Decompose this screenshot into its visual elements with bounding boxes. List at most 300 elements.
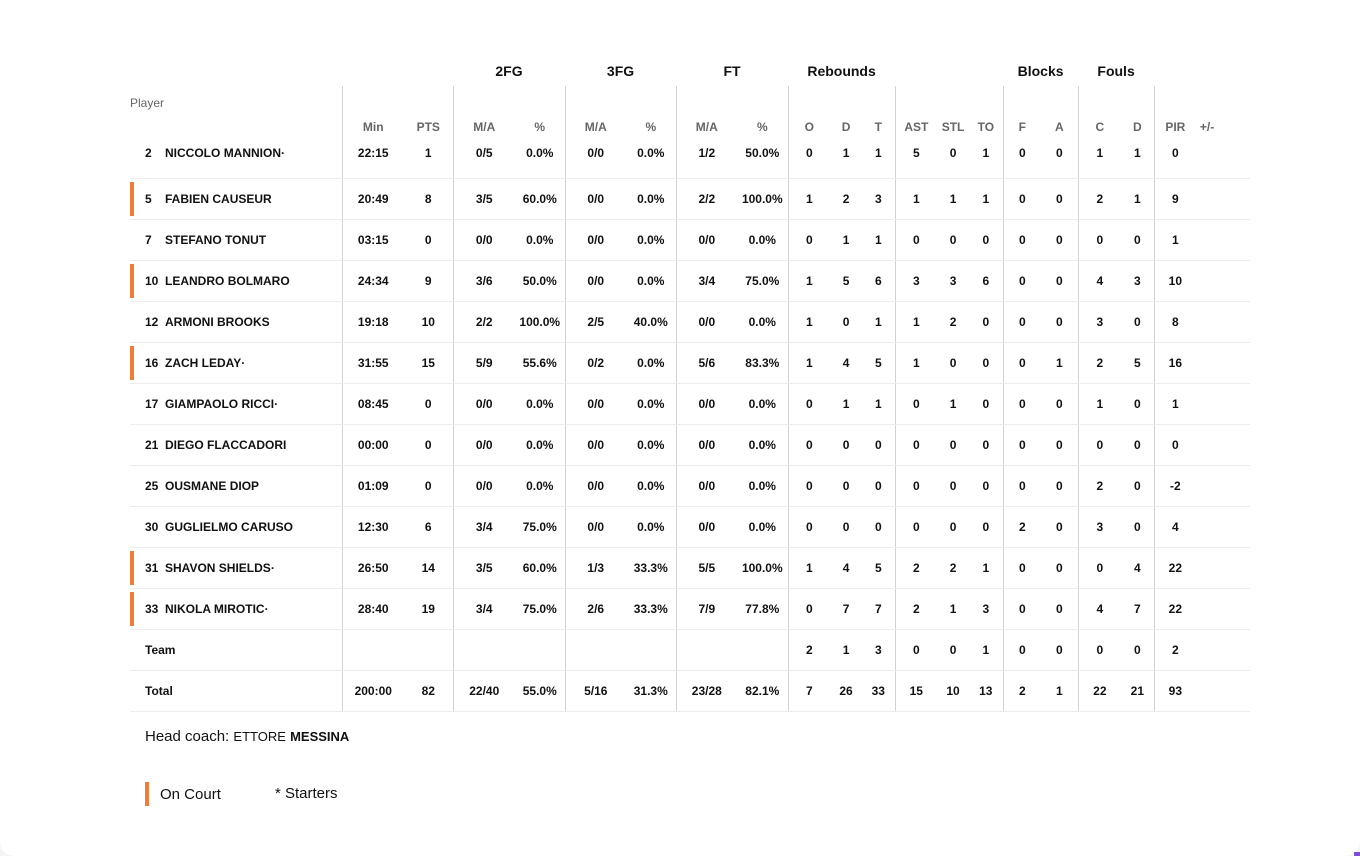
stat-pm — [1196, 302, 1218, 343]
group-blocks: Blocks — [1017, 63, 1064, 79]
stat-ft-pct: 0.0% — [737, 384, 788, 425]
stat-pm — [1196, 425, 1218, 466]
stat-blk-a: 0 — [1041, 261, 1078, 302]
stat-to: 0 — [969, 302, 1003, 343]
stat-blk-a: 0 — [1041, 548, 1078, 589]
stat-ast: 1 — [895, 343, 937, 384]
player-number: 30 — [145, 520, 159, 534]
stat-reb-t: 0 — [862, 425, 895, 466]
stat-pts: 0 — [404, 220, 453, 261]
stat-to: 0 — [969, 425, 1003, 466]
stat-blk-a: 0 — [1041, 466, 1078, 507]
stat-fg2-pct: 50.0% — [515, 261, 565, 302]
stat-pir: 4 — [1154, 507, 1196, 548]
spacer-cell — [1218, 179, 1250, 220]
player-last-name[interactable]: FLACCADORI — [207, 438, 287, 452]
stat-foul-c: 0 — [1078, 425, 1121, 466]
stat-pts: 1 — [404, 140, 453, 179]
player-number: 2 — [145, 146, 152, 160]
stat-fg3-ma: 0/0 — [565, 507, 626, 548]
stat-min — [342, 630, 404, 671]
player-cell[interactable] — [130, 261, 342, 302]
col-header-reb-d[interactable]: D — [841, 120, 851, 134]
stat-reb-t: 0 — [862, 466, 895, 507]
col-header-pts[interactable]: PTS — [416, 120, 440, 134]
starter-mark: · — [241, 356, 246, 370]
stat-fg3-pct: 0.0% — [626, 179, 676, 220]
stat-reb-t: 5 — [862, 548, 895, 589]
player-cell[interactable] — [130, 140, 342, 179]
stat-min: 200:00 — [342, 671, 404, 712]
player-last-name[interactable]: MANNION — [223, 146, 282, 160]
stat-fg3-pct: 0.0% — [626, 466, 676, 507]
stat-reb-t: 1 — [862, 220, 895, 261]
col-header-reb-t[interactable]: T — [874, 120, 882, 134]
stat-pts: 9 — [404, 261, 453, 302]
spacer-cell — [1218, 140, 1250, 179]
stat-foul-d: 21 — [1121, 671, 1154, 712]
stat-blk-f: 0 — [1003, 140, 1041, 179]
player-cell[interactable] — [130, 507, 342, 548]
stat-blk-f: 0 — [1003, 302, 1041, 343]
stat-reb-o: 1 — [788, 261, 830, 302]
stat-fg2-pct — [515, 630, 565, 671]
col-header-3fg-ma[interactable]: M/A — [565, 86, 626, 140]
stat-pir: 16 — [1154, 343, 1196, 384]
stat-fg3-ma: 0/0 — [565, 425, 626, 466]
stat-ft-ma: 5/5 — [676, 548, 737, 589]
stat-fg3-ma: 5/16 — [565, 671, 626, 712]
stat-blk-a: 0 — [1041, 384, 1078, 425]
col-header-ast[interactable]: AST — [895, 86, 937, 140]
stat-fg2-pct: 60.0% — [515, 548, 565, 589]
stat-reb-o: 7 — [788, 671, 830, 712]
stat-foul-c: 3 — [1078, 302, 1121, 343]
table-row[interactable] — [130, 384, 1250, 425]
stat-ft-pct: 0.0% — [737, 425, 788, 466]
stat-foul-d: 0 — [1121, 425, 1154, 466]
stat-fg3-pct: 0.0% — [626, 343, 676, 384]
stat-fg2-pct: 60.0% — [515, 179, 565, 220]
stat-reb-o: 0 — [788, 220, 830, 261]
stat-stl: 3 — [937, 261, 969, 302]
stat-foul-d: 1 — [1121, 179, 1154, 220]
stat-reb-o: 0 — [788, 140, 830, 179]
stat-reb-o: 0 — [788, 466, 830, 507]
stat-blk-f: 0 — [1003, 548, 1041, 589]
stat-fg2-pct: 0.0% — [515, 425, 565, 466]
stat-fg3-pct: 0.0% — [626, 425, 676, 466]
stat-ft-pct: 0.0% — [737, 466, 788, 507]
starter-mark: · — [281, 146, 286, 160]
player-cell[interactable] — [130, 343, 342, 384]
stat-pts: 14 — [404, 548, 453, 589]
stat-to: 1 — [969, 630, 1003, 671]
player-last-name[interactable]: BROOKS — [217, 315, 270, 329]
table-row[interactable] — [130, 507, 1250, 548]
player-first-name: ARMONI — [165, 315, 214, 329]
stat-ast: 2 — [895, 548, 937, 589]
stat-ft-ma: 0/0 — [676, 384, 737, 425]
stat-ft-ma — [676, 630, 737, 671]
stat-ft-ma: 0/0 — [676, 302, 737, 343]
table-row[interactable] — [130, 302, 1250, 343]
stat-pir: 93 — [1154, 671, 1196, 712]
stat-stl: 0 — [937, 425, 969, 466]
stat-fg3-ma: 2/5 — [565, 302, 626, 343]
stat-to: 0 — [969, 466, 1003, 507]
player-number: 17 — [145, 397, 159, 411]
col-header-stl[interactable]: STL — [941, 120, 965, 134]
spacer-cell — [1218, 384, 1250, 425]
stat-foul-d: 1 — [1121, 140, 1154, 179]
stat-min: 03:15 — [342, 220, 404, 261]
spacer-cell — [1218, 466, 1250, 507]
stat-blk-f: 0 — [1003, 220, 1041, 261]
stat-pm — [1196, 261, 1218, 302]
col-header-min[interactable]: Min — [342, 86, 404, 140]
spacer-cell — [1218, 548, 1250, 589]
stat-reb-t: 6 — [862, 261, 895, 302]
stat-min: 08:45 — [342, 384, 404, 425]
stat-pm — [1196, 140, 1218, 179]
stat-to: 3 — [969, 589, 1003, 630]
stat-ft-pct: 82.1% — [737, 671, 788, 712]
stat-ft-pct: 100.0% — [737, 548, 788, 589]
spacer-cell — [1218, 630, 1250, 671]
col-header-blk-f[interactable]: F — [1003, 86, 1041, 140]
stat-fg3-pct: 0.0% — [626, 384, 676, 425]
stat-reb-d: 1 — [830, 220, 862, 261]
player-cell[interactable] — [130, 548, 342, 589]
player-number: 10 — [145, 274, 159, 288]
stat-reb-o: 2 — [788, 630, 830, 671]
stat-foul-d: 0 — [1121, 302, 1154, 343]
stat-reb-t: 3 — [862, 179, 895, 220]
stat-reb-t: 7 — [862, 589, 895, 630]
on-court-swatch — [145, 782, 149, 806]
group-header-row — [130, 56, 1250, 86]
window-corner — [1354, 852, 1360, 856]
player-cell[interactable] — [130, 384, 342, 425]
stat-pts: 19 — [404, 589, 453, 630]
stat-foul-c: 4 — [1078, 589, 1121, 630]
col-header-plus-minus[interactable]: +/- — [1199, 120, 1215, 134]
stat-pir: 22 — [1154, 589, 1196, 630]
stat-foul-c: 3 — [1078, 507, 1121, 548]
stat-foul-d: 3 — [1121, 261, 1154, 302]
stat-stl: 10 — [937, 671, 969, 712]
stat-foul-d: 0 — [1121, 630, 1154, 671]
group-2fg: 2FG — [495, 63, 523, 79]
stat-ast: 3 — [895, 261, 937, 302]
stat-foul-c: 1 — [1078, 384, 1121, 425]
stat-blk-f: 0 — [1003, 630, 1041, 671]
player-cell[interactable] — [130, 589, 342, 630]
boxscore-body — [130, 140, 1250, 712]
stat-fg3-pct: 33.3% — [626, 548, 676, 589]
stat-reb-d: 7 — [830, 589, 862, 630]
stat-pm — [1196, 220, 1218, 261]
player-last-name[interactable]: RICCI — [241, 397, 275, 411]
spacer-cell — [1218, 425, 1250, 466]
stat-fg3-pct: 40.0% — [626, 302, 676, 343]
stat-stl: 0 — [937, 140, 969, 179]
stat-blk-f: 0 — [1003, 343, 1041, 384]
stat-foul-d: 0 — [1121, 507, 1154, 548]
group-rebounds: Rebounds — [807, 63, 876, 79]
stat-pm — [1196, 589, 1218, 630]
stat-ft-ma: 2/2 — [676, 179, 737, 220]
stat-pm — [1196, 384, 1218, 425]
player-cell[interactable] — [130, 302, 342, 343]
stat-pir: 1 — [1154, 220, 1196, 261]
player-number: 12 — [145, 315, 159, 329]
stat-pir: 0 — [1154, 140, 1196, 179]
player-first-name: FABIEN — [165, 192, 210, 206]
player-cell[interactable] — [130, 179, 342, 220]
spacer-cell — [1218, 589, 1250, 630]
table-row[interactable] — [130, 589, 1250, 630]
boxscore-table — [130, 56, 1250, 712]
stat-blk-a: 0 — [1041, 140, 1078, 179]
starter-mark: · — [270, 561, 275, 575]
player-last-name[interactable]: CAUSEUR — [212, 192, 272, 206]
col-header-foul-d[interactable]: D — [1132, 120, 1142, 134]
stat-reb-t: 5 — [862, 343, 895, 384]
stat-blk-a: 1 — [1041, 671, 1078, 712]
player-last-name[interactable]: MIROTIC — [213, 602, 265, 616]
stat-foul-c: 0 — [1078, 220, 1121, 261]
stat-reb-d: 1 — [830, 630, 862, 671]
stat-fg2-ma: 3/6 — [453, 261, 515, 302]
stat-ft-pct: 0.0% — [737, 220, 788, 261]
stat-reb-d: 1 — [830, 384, 862, 425]
stat-fg2-ma: 5/9 — [453, 343, 515, 384]
table-row[interactable] — [130, 343, 1250, 384]
stat-ft-pct: 0.0% — [737, 302, 788, 343]
stat-pts: 0 — [404, 425, 453, 466]
stat-pm — [1196, 507, 1218, 548]
stat-fg2-ma: 0/0 — [453, 220, 515, 261]
player-last-name[interactable]: BOLMARO — [227, 274, 290, 288]
table-row[interactable] — [130, 220, 1250, 261]
stat-fg2-ma: 2/2 — [453, 302, 515, 343]
stat-min: 22:15 — [342, 140, 404, 179]
stat-blk-a: 0 — [1041, 589, 1078, 630]
spacer-cell — [1218, 220, 1250, 261]
stat-fg3-ma: 0/0 — [565, 140, 626, 179]
stat-ast: 0 — [895, 220, 937, 261]
spacer-cell — [1218, 302, 1250, 343]
stat-to: 0 — [969, 220, 1003, 261]
player-cell[interactable] — [130, 466, 342, 507]
stat-reb-d: 1 — [830, 140, 862, 179]
stat-blk-f: 0 — [1003, 589, 1041, 630]
stat-ft-ma: 0/0 — [676, 220, 737, 261]
player-number: 21 — [145, 438, 159, 452]
player-cell[interactable] — [130, 220, 342, 261]
stat-fg3-pct: 0.0% — [626, 507, 676, 548]
spacer-cell — [1218, 343, 1250, 384]
stat-pts: 0 — [404, 466, 453, 507]
player-last-name[interactable]: SHIELDS — [218, 561, 271, 575]
stat-blk-a: 0 — [1041, 220, 1078, 261]
stat-min: 26:50 — [342, 548, 404, 589]
col-header-to[interactable]: TO — [977, 120, 995, 134]
col-header-foul-c[interactable]: C — [1078, 86, 1121, 140]
stat-fg2-pct: 0.0% — [515, 140, 565, 179]
stat-blk-a: 1 — [1041, 343, 1078, 384]
stat-to: 1 — [969, 179, 1003, 220]
group-3fg: 3FG — [606, 63, 635, 79]
stat-foul-c: 4 — [1078, 261, 1121, 302]
player-last-name[interactable]: LEDAY — [201, 356, 242, 370]
stat-reb-o: 0 — [788, 384, 830, 425]
total-row — [130, 671, 1250, 712]
stat-stl: 0 — [937, 343, 969, 384]
stat-fg3-ma: 0/0 — [565, 384, 626, 425]
stat-reb-o: 0 — [788, 425, 830, 466]
stat-ft-pct: 75.0% — [737, 261, 788, 302]
stat-fg3-pct: 31.3% — [626, 671, 676, 712]
player-first-name: ZACH — [165, 356, 199, 370]
col-header-reb-o[interactable]: O — [788, 86, 830, 140]
player-first-name: SHAVON — [165, 561, 216, 575]
stat-min: 12:30 — [342, 507, 404, 548]
stat-foul-d: 0 — [1121, 466, 1154, 507]
stat-reb-d: 0 — [830, 466, 862, 507]
stat-blk-a: 0 — [1041, 179, 1078, 220]
stat-reb-d: 0 — [830, 302, 862, 343]
player-number: 5 — [145, 192, 152, 206]
stat-ast: 1 — [895, 179, 937, 220]
col-header-player[interactable]: Player — [130, 96, 165, 110]
stat-min: 20:49 — [342, 179, 404, 220]
stat-ft-ma: 0/0 — [676, 466, 737, 507]
col-header-2fg-pct[interactable]: % — [534, 120, 546, 134]
player-cell[interactable] — [130, 425, 342, 466]
stat-fg3-ma: 0/2 — [565, 343, 626, 384]
stat-to: 0 — [969, 384, 1003, 425]
player-number: 31 — [145, 561, 159, 575]
col-header-ft-ma[interactable]: M/A — [676, 86, 737, 140]
head-coach-first-name: ETTORE — [233, 729, 286, 744]
stat-pm — [1196, 466, 1218, 507]
total-row-label: Total — [130, 671, 342, 712]
stat-to: 1 — [969, 548, 1003, 589]
player-last-name[interactable]: CARUSO — [241, 520, 294, 534]
table-row[interactable] — [130, 548, 1250, 589]
player-first-name: NICCOLO — [165, 146, 221, 160]
spacer-cell — [1218, 671, 1250, 712]
stat-reb-d: 0 — [830, 507, 862, 548]
col-header-ft-pct[interactable]: % — [756, 120, 768, 134]
stat-reb-o: 0 — [788, 589, 830, 630]
stat-fg3-pct: 0.0% — [626, 220, 676, 261]
legend-on-court — [145, 782, 221, 806]
stat-foul-c: 2 — [1078, 179, 1121, 220]
stat-stl: 2 — [937, 548, 969, 589]
table-row[interactable] — [130, 466, 1250, 507]
table-row[interactable] — [130, 425, 1250, 466]
table-row[interactable] — [130, 261, 1250, 302]
stat-pir: 22 — [1154, 548, 1196, 589]
team-row — [130, 630, 1250, 671]
stat-ft-ma: 23/28 — [676, 671, 737, 712]
player-last-name[interactable]: TONUT — [225, 233, 267, 247]
stat-ft-ma: 7/9 — [676, 589, 737, 630]
stat-reb-d: 26 — [830, 671, 862, 712]
player-number: 16 — [145, 356, 159, 370]
stat-ft-ma: 5/6 — [676, 343, 737, 384]
stat-foul-c: 2 — [1078, 343, 1121, 384]
stat-ft-ma: 0/0 — [676, 425, 737, 466]
stat-fg2-ma — [453, 630, 515, 671]
stat-blk-a: 0 — [1041, 507, 1078, 548]
legend-starters: * Starters — [275, 785, 338, 802]
stat-min: 31:55 — [342, 343, 404, 384]
col-header-2fg-ma[interactable]: M/A — [453, 86, 515, 140]
stat-reb-t: 0 — [862, 507, 895, 548]
stat-fg2-ma: 3/4 — [453, 507, 515, 548]
head-coach — [145, 728, 349, 745]
player-first-name: OUSMANE — [165, 479, 227, 493]
stat-ast: 2 — [895, 589, 937, 630]
stat-ft-pct: 83.3% — [737, 343, 788, 384]
head-coach-last-name: MESSINA — [290, 729, 350, 744]
stat-reb-t: 1 — [862, 384, 895, 425]
stat-ft-ma: 0/0 — [676, 507, 737, 548]
table-row[interactable] — [130, 140, 1250, 179]
stat-min: 00:00 — [342, 425, 404, 466]
stat-pts — [404, 630, 453, 671]
stat-blk-a: 0 — [1041, 302, 1078, 343]
col-header-blk-a[interactable]: A — [1054, 120, 1064, 134]
stat-reb-t: 33 — [862, 671, 895, 712]
stat-blk-f: 0 — [1003, 261, 1041, 302]
stat-fg3-pct: 33.3% — [626, 589, 676, 630]
spacer-cell — [1218, 261, 1250, 302]
stat-stl: 1 — [937, 384, 969, 425]
stat-fg2-pct: 55.0% — [515, 671, 565, 712]
stat-stl: 0 — [937, 220, 969, 261]
stat-pir: -2 — [1154, 466, 1196, 507]
group-ft: FT — [723, 63, 741, 79]
player-last-name[interactable]: DIOP — [229, 479, 260, 493]
stat-foul-c: 1 — [1078, 140, 1121, 179]
stat-fg3-ma: 2/6 — [565, 589, 626, 630]
col-header-pir[interactable]: PIR — [1154, 86, 1196, 140]
stat-fg2-pct: 75.0% — [515, 589, 565, 630]
stat-ft-pct: 0.0% — [737, 507, 788, 548]
stat-pm — [1196, 179, 1218, 220]
stat-fg3-ma: 0/0 — [565, 261, 626, 302]
stat-ast: 0 — [895, 425, 937, 466]
stat-fg2-ma: 3/5 — [453, 548, 515, 589]
stat-blk-f: 0 — [1003, 425, 1041, 466]
stat-reb-d: 2 — [830, 179, 862, 220]
col-header-3fg-pct[interactable]: % — [645, 120, 657, 134]
stat-ft-pct — [737, 630, 788, 671]
stat-pts: 15 — [404, 343, 453, 384]
stat-foul-c: 0 — [1078, 548, 1121, 589]
table-row[interactable] — [130, 179, 1250, 220]
stat-blk-a: 0 — [1041, 630, 1078, 671]
stat-foul-c: 22 — [1078, 671, 1121, 712]
stat-reb-t: 1 — [862, 302, 895, 343]
stat-reb-o: 1 — [788, 179, 830, 220]
